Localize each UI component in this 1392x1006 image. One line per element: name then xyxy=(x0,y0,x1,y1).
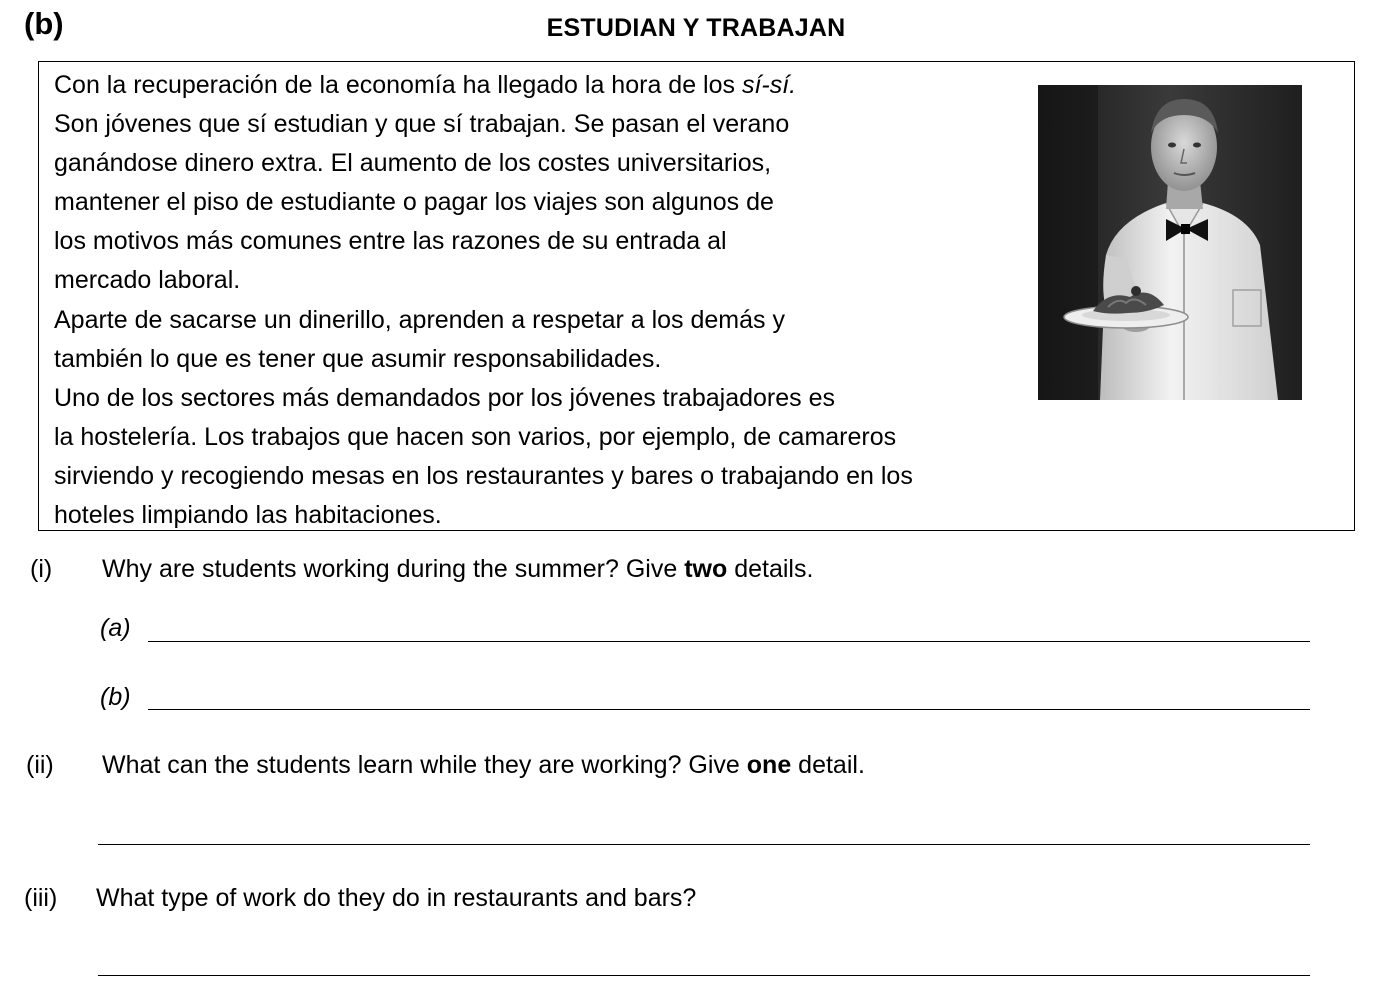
waiter-photo xyxy=(1038,85,1302,400)
passage-line: Aparte de sacarse un dinerillo, aprenden a respetar a los demás y xyxy=(54,305,785,334)
answer-line-iii[interactable] xyxy=(98,975,1310,976)
sub-label-a: (a) xyxy=(100,614,131,642)
passage-text xyxy=(54,66,913,535)
question-number: (i) xyxy=(30,555,53,583)
section-label: (b) xyxy=(24,6,64,41)
question-text: Why are students working during the summer? Give two details. xyxy=(102,555,814,583)
passage-line: hoteles limpiando las habitaciones. xyxy=(54,501,442,530)
question-number: (iii) xyxy=(24,884,58,912)
sub-label-b: (b) xyxy=(100,683,131,711)
passage-line: sirviendo y recogiendo mesas en los restaurantes y bares o trabajando en los xyxy=(54,461,913,490)
passage-line: Son jóvenes que sí estudian y que sí trabajan. Se pasan el verano xyxy=(54,110,790,139)
question-text: What type of work do they do in restaurants and bars? xyxy=(96,884,697,912)
answer-line-b[interactable] xyxy=(148,709,1310,710)
answer-line-a[interactable] xyxy=(148,641,1310,642)
passage-line: los motivos más comunes entre las razones de su entrada al xyxy=(54,227,727,256)
passage-line: la hostelería. Los trabajos que hacen son varios, por ejemplo, de camareros xyxy=(54,422,897,451)
reading-passage-box xyxy=(38,61,1355,531)
answer-line-ii[interactable] xyxy=(98,844,1310,845)
passage-line: Con la recuperación de la economía ha llegado la hora de los sí-sí. xyxy=(54,71,797,99)
page-title: ESTUDIAN Y TRABAJAN xyxy=(546,14,846,42)
question-text: What can the students learn while they are working? Give one detail. xyxy=(102,751,865,779)
passage-line: mercado laboral. xyxy=(54,266,241,295)
question-number: (ii) xyxy=(26,751,54,779)
passage-line: mantener el piso de estudiante o pagar los viajes son algunos de xyxy=(54,188,774,217)
passage-line: Uno de los sectores más demandados por los jóvenes trabajadores es xyxy=(54,383,835,412)
passage-line: también lo que es tener que asumir responsabilidades. xyxy=(54,344,662,373)
passage-line: ganándose dinero extra. El aumento de los costes universitarios, xyxy=(54,149,772,178)
